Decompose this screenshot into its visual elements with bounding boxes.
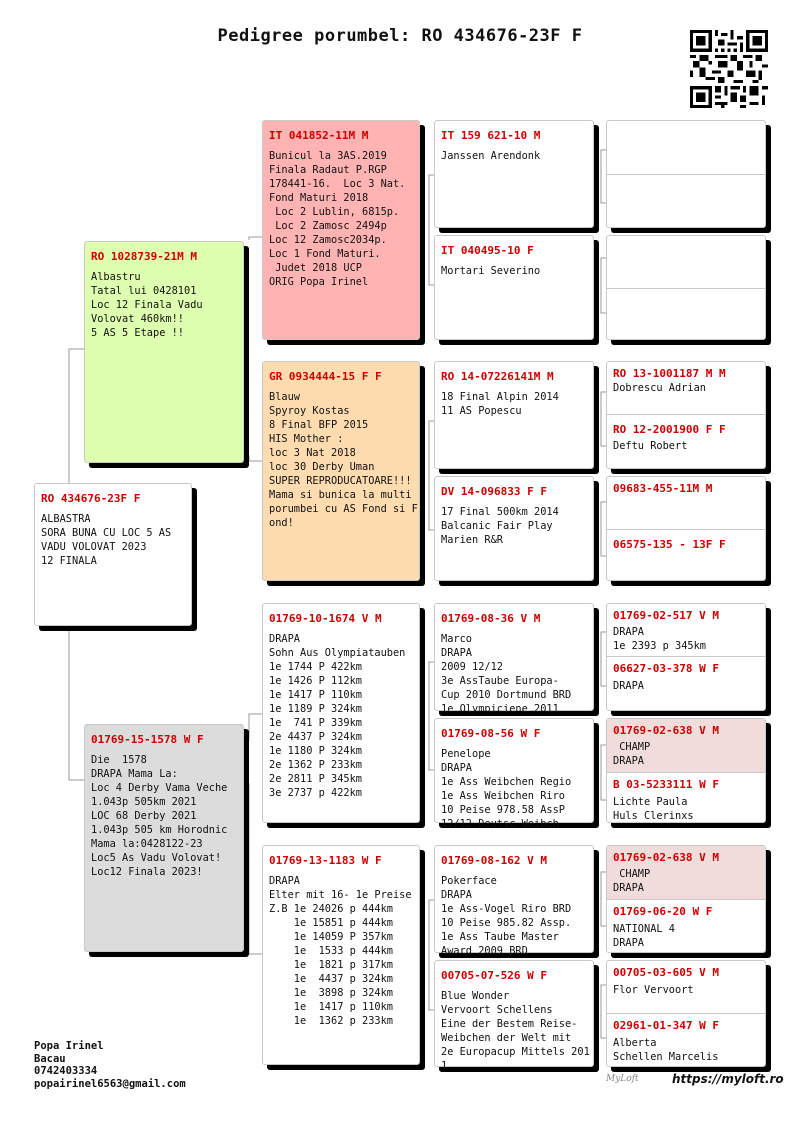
ring-number: IT 041852-11M M <box>269 129 369 142</box>
pigeon-pair-card <box>606 960 766 1067</box>
pigeon-card-sire-dam <box>262 361 420 581</box>
ring-number: RO 1028739-21M M <box>91 250 197 263</box>
pigeon-card-dam <box>84 724 244 952</box>
pigeon-notes: Lichte Paula Huls Clerinxs <box>613 796 694 822</box>
ring-number: 01769-08-36 V M <box>441 612 541 625</box>
ring-number: B 03-5233111 W F <box>613 778 719 791</box>
pigeon-notes: ALBASTRA SORA BUNA CU LOC 5 AS VADU VOLOVAT 2023 12 FINALA <box>41 513 172 567</box>
ring-number: IT 159 621-10 M <box>441 129 541 142</box>
ring-number: 01769-08-56 W F <box>441 727 541 740</box>
ring-number: 09683-455-11M M <box>613 482 713 495</box>
ring-number: 01769-08-162 V M <box>441 854 547 867</box>
pigeon-pair-card <box>606 718 766 823</box>
pigeon-notes: DRAPA 1e 2393 p 345km <box>613 626 706 652</box>
ring-number: RO 12-2001900 F F <box>613 423 726 436</box>
ring-number: 01769-15-1578 W F <box>91 733 204 746</box>
pigeon-pair-card <box>606 476 766 581</box>
pigeon-notes: Mortari Severino <box>441 265 541 277</box>
pigeon-notes: DRAPA Elter mit 16- 1e Preise Z.B 1e 24026 p 444km 1e 15851 p 444km 1e 14059 P 357km 1e 1533 p 444km 1e 1821 p 317km 1e 4437 p 324km 1e 3898 p 324km 1e 1417 p 110km 1e 1362 p 233km <box>269 875 412 1027</box>
pigeon-notes: 18 Final Alpin 2014 11 AS Popescu <box>441 391 559 417</box>
pigeon-card-dam-dam <box>262 845 420 1065</box>
page-title: Pedigree porumbel: RO 434676-23F F <box>217 26 583 46</box>
pigeon-notes: Marco DRAPA 2009 12/12 3e AssTaube Europa- Cup 2010 Dortmund BRD 1e Olympiciene 2011 <box>441 633 572 715</box>
pigeon-pair-card <box>606 603 766 711</box>
ring-number: GR 0934444-15 F F <box>269 370 382 383</box>
ring-number: 01769-13-1183 W F <box>269 854 382 867</box>
pigeon-notes: Albastru Tatal lui 0428101 Loc 12 Finala Vadu Volovat 460km!! 5 AS 5 Etape !! <box>91 271 203 339</box>
pigeon-notes: CHAMP DRAPA <box>613 868 651 894</box>
pigeon-card-sdd <box>434 476 594 581</box>
pigeon-card-subject <box>34 483 192 626</box>
pigeon-notes: Flor Vervoort <box>613 984 694 996</box>
pigeon-notes: Bunicul la 3AS.2019 Finala Radaut P.RGP 178441-16. Loc 3 Nat. Fond Maturi 2018 Loc 2 Lublin, 6815p. Loc 2 Zamosc 2494p Loc 12 Zamosc2034p. Loc 1 Fond Maturi. Judet 2018 UCP ORIG Popa Irinel <box>269 150 406 288</box>
pigeon-card-ssd <box>434 235 594 340</box>
ring-number: RO 13-1001187 M M <box>613 367 726 380</box>
pigeon-notes: NATIONAL 4 DRAPA <box>613 923 675 949</box>
pigeon-card-ddd <box>434 960 594 1072</box>
ring-number: 00705-03-605 V M <box>613 966 719 979</box>
ring-number: 02961-01-347 W F <box>613 1019 719 1032</box>
pigeon-card-dds <box>434 845 594 957</box>
website-link[interactable]: https://myloft.ro <box>672 1072 784 1086</box>
ring-number: RO 14-07226141M M <box>441 370 554 383</box>
pigeon-notes: DRAPA <box>613 680 644 692</box>
ring-number: 01769-10-1674 V M <box>269 612 382 625</box>
pigeon-notes: CHAMP DRAPA <box>613 741 651 767</box>
pigeon-pair-card <box>606 120 766 228</box>
pigeon-card-sire <box>84 241 244 463</box>
pigeon-card-dam-sire <box>262 603 420 823</box>
pigeon-notes: Pokerface DRAPA 1e Ass-Vogel Riro BRD 10 Peise 985.82 Assp. 1e Ass Taube Master Award 2009 BRD <box>441 875 572 957</box>
myloft-logo: MyLoft <box>606 1074 639 1084</box>
pigeon-notes: Alberta Schellen Marcelis <box>613 1037 719 1063</box>
owner-contact: Popa Irinel Bacau 0742403334 popairinel6563@gmail.com <box>34 1040 186 1090</box>
pigeon-card-dsd <box>434 718 594 830</box>
pigeon-notes: Deftu Robert <box>613 440 688 452</box>
pigeon-pair-card <box>606 235 766 340</box>
pigeon-card-sss <box>434 120 594 228</box>
ring-number: 00705-07-526 W F <box>441 969 547 982</box>
pigeon-card-sds <box>434 361 594 469</box>
ring-number: RO 434676-23F F <box>41 492 141 505</box>
ring-number: IT 040495-10 F <box>441 244 534 257</box>
ring-number: 06575-135 - 13F F <box>613 538 726 551</box>
pigeon-notes: Die 1578 DRAPA Mama La: Loc 4 Derby Vama Veche 1.043p 505km 2021 LOC 68 Derby 2021 1.043p 505 km Horodnic Mama la:0428122-23 Loc5 As Vadu Volovat! Loc12 Finala 2023! <box>91 754 228 878</box>
pigeon-notes: Dobrescu Adrian <box>613 382 706 394</box>
pigeon-pair-card <box>606 845 766 953</box>
pigeon-notes: DRAPA Sohn Aus Olympiatauben 1e 1744 P 422km 1e 1426 P 112km 1e 1417 P 110km 1e 1189 P 324km 1e 741 P 339km 2e 4437 P 324km 1e 1180 P 324km 2e 1362 P 233km 2e 2811 P 345km 3e 2737 p 422km <box>269 633 406 799</box>
ring-number: 01769-02-517 V M <box>613 609 719 622</box>
ring-number: 01769-02-638 V M <box>613 851 719 864</box>
pigeon-pair-card <box>606 361 766 469</box>
qr-code <box>690 30 768 108</box>
ring-number: 01769-06-20 W F <box>613 905 713 918</box>
pigeon-notes: Janssen Arendonk <box>441 150 541 162</box>
pigeon-card-dss <box>434 603 594 715</box>
pigeon-card-sire-sire <box>262 120 420 340</box>
ring-number: DV 14-096833 F F <box>441 485 547 498</box>
pigeon-notes: Blauw Spyroy Kostas 8 Final BFP 2015 HIS Mother : loc 3 Nat 2018 loc 30 Derby Uman SUPER REPRODUCATOARE!!! Mama si bunica la multi porumbei cu AS Fond si F ond! <box>269 391 418 529</box>
pigeon-notes: 17 Final 500km 2014 Balcanic Fair Play Marien R&R <box>441 506 559 546</box>
ring-number: 06627-03-378 W F <box>613 662 719 675</box>
ring-number: 01769-02-638 V M <box>613 724 719 737</box>
pigeon-notes: Blue Wonder Vervoort Schellens Eine der Bestem Reise- Weibchen der Welt mit 2e Europacup Mittels 201 1 <box>441 990 590 1072</box>
pigeon-notes: Penelope DRAPA 1e Ass Weibchen Regio 1e Ass Weibchen Riro 10 Peise 978.58 AssP 12/12 Deutsc Weibch <box>441 748 572 830</box>
